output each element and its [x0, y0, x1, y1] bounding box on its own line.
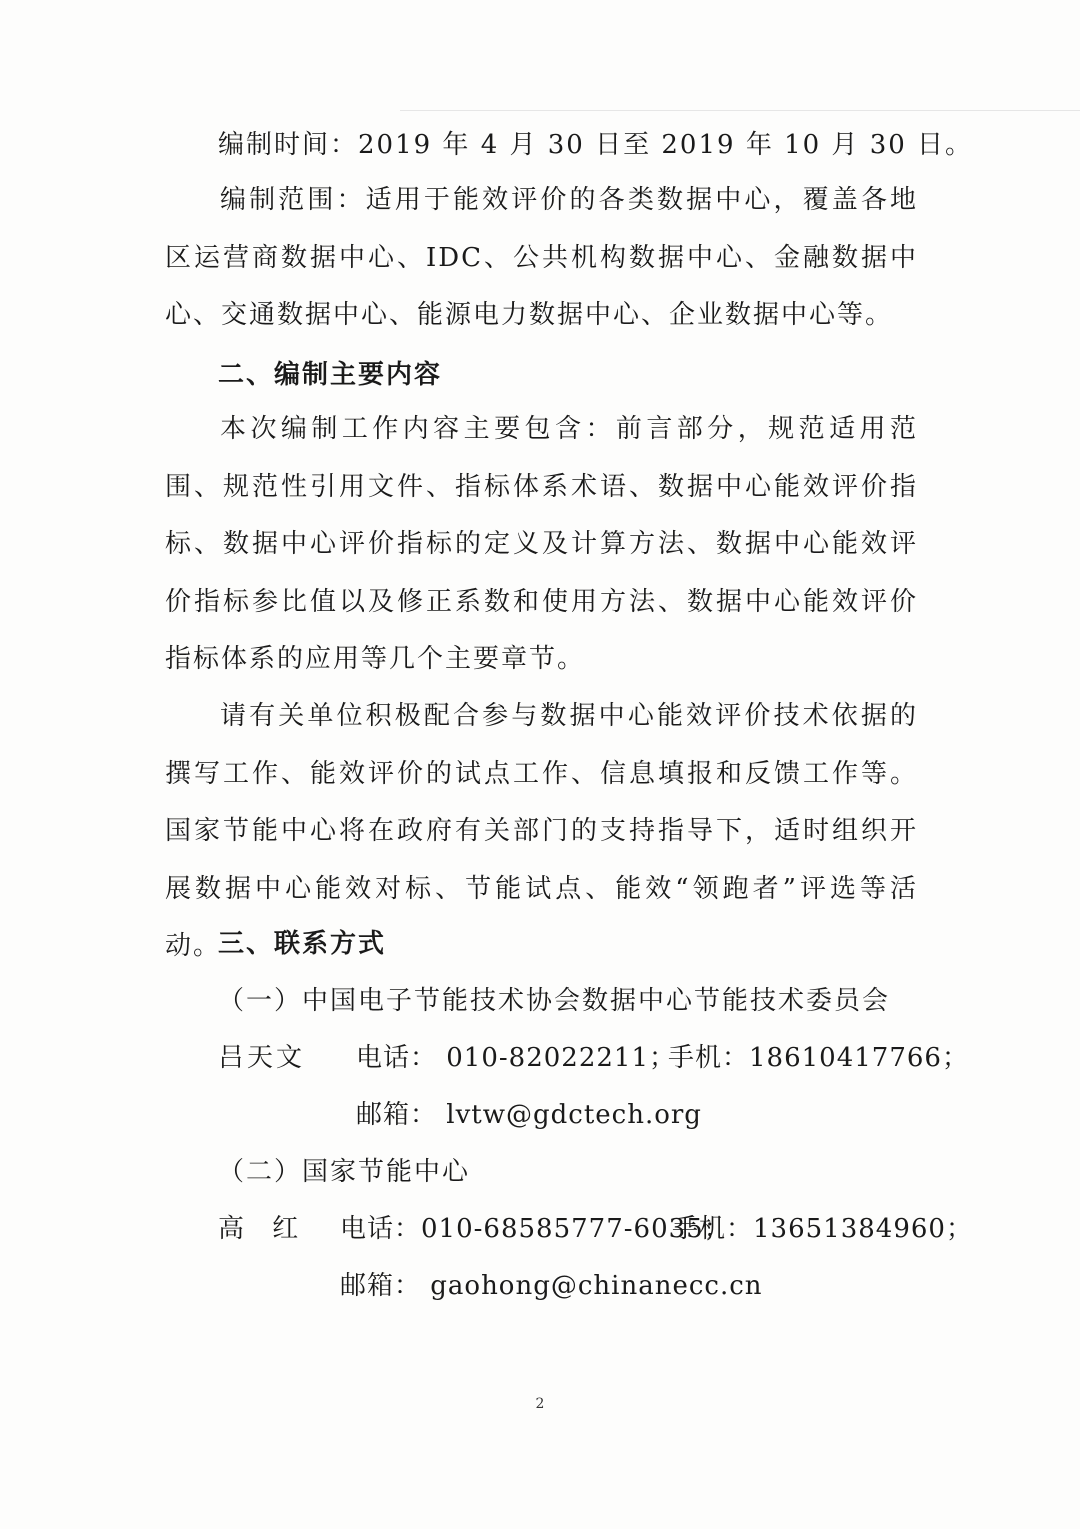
contact-org-1: （一）中国电子节能技术协会数据中心节能技术委员会 [218, 986, 891, 1016]
top-divider [400, 110, 1080, 111]
section-heading-contact: 三、联系方式 [218, 929, 387, 959]
cooperation-paragraph: 请有关单位积极配合参与数据中心能效评价技术依据的撰写工作、能效评价的试点工作、信息填报和反馈工作等。国家节能中心将在政府有关部门的支持指导下，适时组织开展数据中心能效对标、节能试点、能效“领跑者”评选等活动。 [165, 701, 918, 961]
compile-scope-paragraph: 编制范围：适用于能效评价的各类数据中心，覆盖各地区运营商数据中心、IDC、公共机构数据中心、金融数据中心、交通数据中心、能源电力数据中心、企业数据中心等。 [165, 185, 918, 330]
contact-phone-2: 电话：010-68585777-6035； [340, 1214, 731, 1244]
contact-email-2: 邮箱： gaohong@chinanecc.cn [340, 1271, 763, 1301]
section-heading-content: 二、编制主要内容 [218, 360, 443, 390]
page-number: 2 [535, 1396, 545, 1412]
contact-mobile-1: 手机：18610417766； [668, 1043, 969, 1073]
section-content-paragraph: 本次编制工作内容主要包含：前言部分，规范适用范围、规范性引用文件、指标体系术语、数据中心能效评价指标、数据中心评价指标的定义及计算方法、数据中心能效评价指标参比值以及修正系数和使用方法、数据中心能效评价指标体系的应用等几个主要章节。 [165, 414, 918, 674]
compile-time-line: 编制时间：2019 年 4 月 30 日至 2019 年 10 月 30 日。 [218, 130, 974, 160]
contact-org-2: （二）国家节能中心 [218, 1157, 471, 1187]
contact-name-2: 高 红 [218, 1214, 309, 1244]
contact-name-1: 吕天文 [218, 1043, 306, 1073]
contact-phone-1: 电话： 010-82022211； [356, 1043, 677, 1073]
contact-mobile-2: 手机：13651384960； [672, 1214, 973, 1244]
contact-email-1: 邮箱： lvtw@gdctech.org [356, 1100, 702, 1130]
